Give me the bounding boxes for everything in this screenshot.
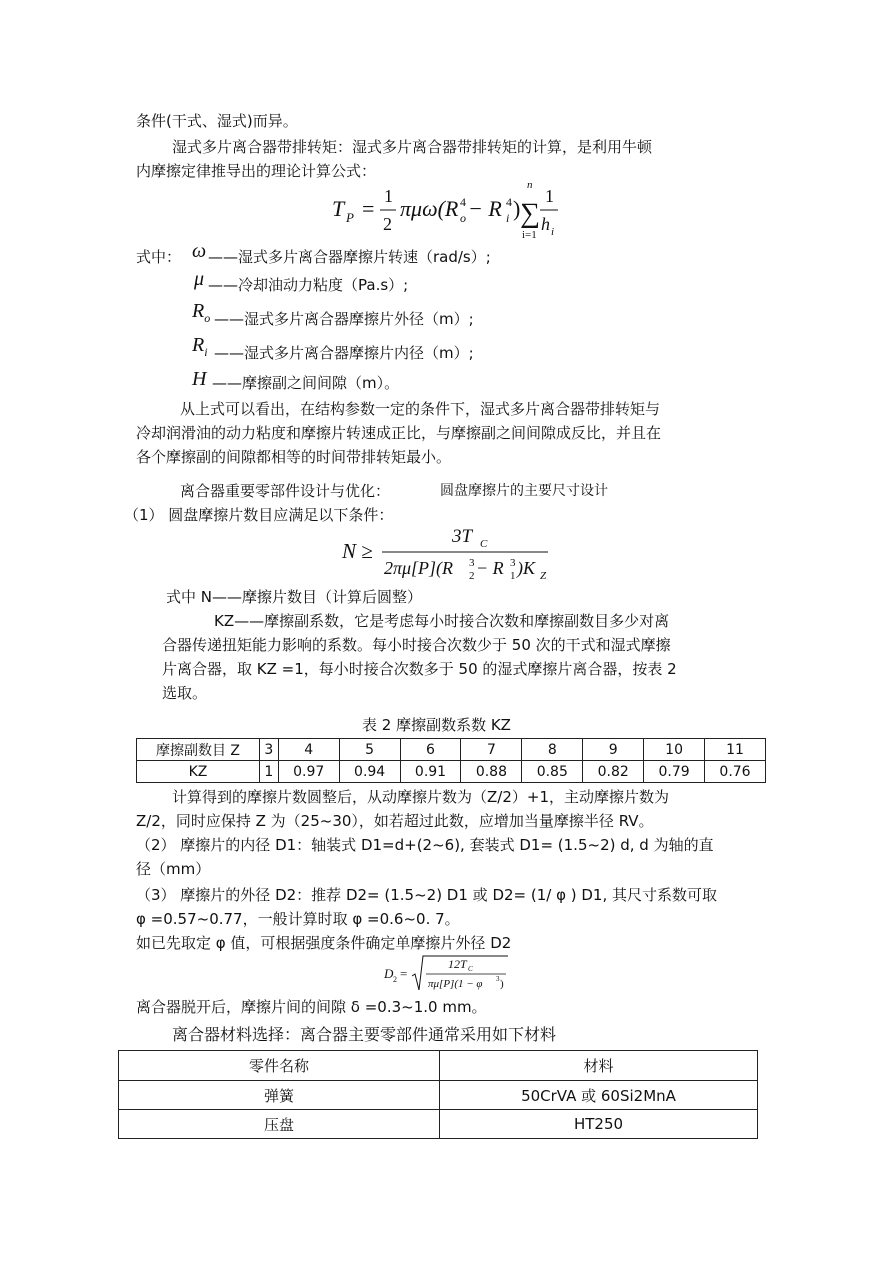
- disc-count-formula: [342, 526, 562, 586]
- table-cell: 10: [644, 739, 705, 761]
- formula-text: 2: [383, 214, 392, 234]
- table-cell: 6: [400, 739, 461, 761]
- table-cell: 7: [461, 739, 522, 761]
- table-row: [119, 1051, 758, 1081]
- ro-symbol: $R_o$: [192, 300, 211, 325]
- table-cell: 0.85: [522, 761, 583, 783]
- variables-lead: 式中：: [136, 248, 182, 266]
- paragraph-line: 计算得到的摩擦片数圆整后，从动摩擦片数为（Z/2）+1，主动摩擦片数为: [172, 788, 669, 806]
- table-row: [119, 1081, 758, 1110]
- formula-text: i: [551, 226, 555, 238]
- formula-text: =: [362, 196, 375, 221]
- formula-text: T: [332, 196, 345, 221]
- formula-text: n: [527, 179, 533, 191]
- table-caption: 表 2 摩擦副数系数 KZ: [362, 716, 511, 734]
- formula-text: 1: [510, 570, 516, 582]
- kz-table: [136, 738, 766, 783]
- paragraph-line: 选取。: [162, 684, 208, 702]
- formula-text: i=1: [522, 229, 537, 241]
- formula-text: D: [384, 966, 394, 981]
- table-cell: 3: [260, 739, 279, 761]
- table-cell: 0.79: [644, 761, 705, 783]
- formula-text: 1: [545, 186, 554, 206]
- paragraph-line: 径（mm）: [136, 860, 211, 878]
- formula-text: ): [500, 978, 504, 990]
- formula-text: Z: [540, 570, 547, 582]
- list-item: （3） 摩擦片的外径 D2：推荐 D2= (1.5~2) D1 或 D2= (1/ φ ) D1, 其尺寸系数可取: [136, 886, 718, 904]
- paragraph-line: 冷却润滑油的动力粘度和摩擦片转速成正比，与摩擦副之间间隙成反比，并且在: [136, 424, 662, 442]
- formula-text: 4: [506, 195, 512, 209]
- formula-text: πμ[P](1 − φ: [428, 978, 483, 990]
- paragraph-line: 合器传递扭矩能力影响的系数。每小时接合次数少于 50 次的干式和湿式摩擦: [162, 636, 671, 654]
- table-cell: 5: [339, 739, 400, 761]
- formula-text: 3: [510, 557, 516, 569]
- formula-text: ): [513, 196, 521, 221]
- mu-symbol: μ: [194, 268, 205, 290]
- drag-torque-formula: [332, 180, 592, 250]
- paragraph-line: 各个摩擦副的间隙都相等的时间带排转矩最小。: [136, 448, 452, 466]
- paragraph-line: 从上式可以看出，在结构参数一定的条件下，湿式多片离合器带排转矩与: [180, 400, 661, 418]
- table-cell: 0.82: [583, 761, 644, 783]
- paragraph-line: KZ——摩擦副系数，它是考虑每小时接合次数和摩擦副数目多少对离: [214, 612, 670, 630]
- paragraph-line: 如已先取定 φ 值，可根据强度条件确定单摩擦片外径 D2: [136, 934, 512, 952]
- formula-text: 2: [469, 570, 475, 582]
- formula-text: 1: [384, 186, 393, 206]
- formula-text: − R: [468, 196, 502, 221]
- formula-text: =: [400, 966, 408, 981]
- omega-symbol: ω: [192, 240, 207, 262]
- table-cell: HT250: [440, 1110, 758, 1139]
- paragraph-line: 内摩擦定律推导出的理论计算公式：: [136, 162, 377, 180]
- variable-desc: ——湿式多片离合器摩擦片内径（m）;: [214, 344, 474, 362]
- formula-text: − R: [476, 558, 504, 578]
- formula-text: 2πμ[P](R: [384, 558, 454, 578]
- formula-text: 3T: [452, 526, 473, 547]
- table-cell: 0.76: [705, 761, 766, 783]
- table-cell: 0.91: [400, 761, 461, 783]
- table-header-cell: 零件名称: [119, 1051, 440, 1081]
- outer-diameter-formula: [384, 952, 524, 996]
- list-item: （2） 摩擦片的内径 D1：轴装式 D1=d+(2~6), 套装式 D1= (1.5~2) d, d 为轴的直: [136, 836, 714, 854]
- variable-desc: ——冷却油动力粘度（Pa.s）;: [208, 276, 409, 294]
- formula-text: N ≥: [342, 539, 373, 563]
- variable-desc: ——湿式多片离合器摩擦片外径（m）;: [214, 310, 474, 328]
- table-header-cell: KZ: [137, 761, 260, 783]
- formula-text: P: [346, 210, 354, 225]
- paragraph-line: 式中 N——摩擦片数目（计算后圆整）: [166, 588, 422, 606]
- formula-text: 3: [496, 975, 500, 983]
- h-symbol: H: [192, 368, 207, 390]
- table-cell: 4: [278, 739, 339, 761]
- variable-desc: ——摩擦副之间间隙（m）。: [212, 374, 400, 392]
- formula-text: )K: [517, 558, 535, 578]
- table-row: [137, 739, 766, 761]
- paragraph-line: 离合器材料选择：离合器主要零部件通常采用如下材料: [172, 1025, 557, 1044]
- table-cell: 8: [522, 739, 583, 761]
- table-cell: 50CrVA 或 60Si2MnA: [440, 1081, 758, 1110]
- table-cell: 1: [260, 761, 279, 783]
- formula-text: h: [541, 214, 550, 234]
- table-cell: 弹簧: [119, 1081, 440, 1110]
- formula-text: 2: [393, 975, 397, 984]
- table-cell: 0.97: [278, 761, 339, 783]
- table-cell: 0.94: [339, 761, 400, 783]
- table-row: [119, 1110, 758, 1139]
- table-cell: 9: [583, 739, 644, 761]
- paragraph-line: φ =0.57~0.77，一般计算时取 φ =0.6~0. 7。: [136, 910, 460, 928]
- formula-text: i: [506, 211, 510, 225]
- paragraph-line: Z/2，同时应保持 Z 为（25~30），如若超过此数，应增加当量摩擦半径 RV。: [136, 812, 654, 830]
- paragraph-line: 片离合器，取 KZ =1，每小时接合次数多于 50 的湿式摩擦片离合器，按表 2: [162, 660, 677, 678]
- formula-text: 3: [469, 557, 475, 569]
- table-header-cell: 材料: [440, 1051, 758, 1081]
- formula-text: 12T: [448, 957, 467, 971]
- table-header-cell: 摩擦副数目 Z: [137, 739, 260, 761]
- list-item: （1） 圆盘摩擦片数目应满足以下条件：: [124, 506, 394, 524]
- paragraph-line: 离合器脱开后，摩擦片间的间隙 δ =0.3~1.0 mm。: [136, 998, 487, 1016]
- paragraph-line: 条件(干式、湿式)而异。: [136, 112, 298, 130]
- table-cell: 11: [705, 739, 766, 761]
- section-subheading: 圆盘摩擦片的主要尺寸设计: [440, 483, 608, 499]
- paragraph-line: 湿式多片离合器带排转矩：湿式多片离合器带排转矩的计算，是利用牛顿: [172, 138, 653, 156]
- table-cell: 压盘: [119, 1110, 440, 1139]
- table-row: [137, 761, 766, 783]
- table-cell: 0.88: [461, 761, 522, 783]
- formula-text: C: [480, 538, 488, 550]
- formula-text: 4: [460, 195, 466, 209]
- materials-table: [118, 1050, 758, 1139]
- formula-text: C: [468, 965, 473, 973]
- section-heading: 离合器重要零部件设计与优化：: [180, 482, 391, 500]
- ri-symbol: $R_i$: [192, 334, 208, 359]
- variable-desc: ——湿式多片离合器摩擦片转速（rad/s）;: [208, 248, 491, 266]
- formula-text: o: [460, 211, 466, 225]
- sum-sign: ∑: [520, 198, 540, 229]
- formula-text: πμω(R: [400, 196, 459, 221]
